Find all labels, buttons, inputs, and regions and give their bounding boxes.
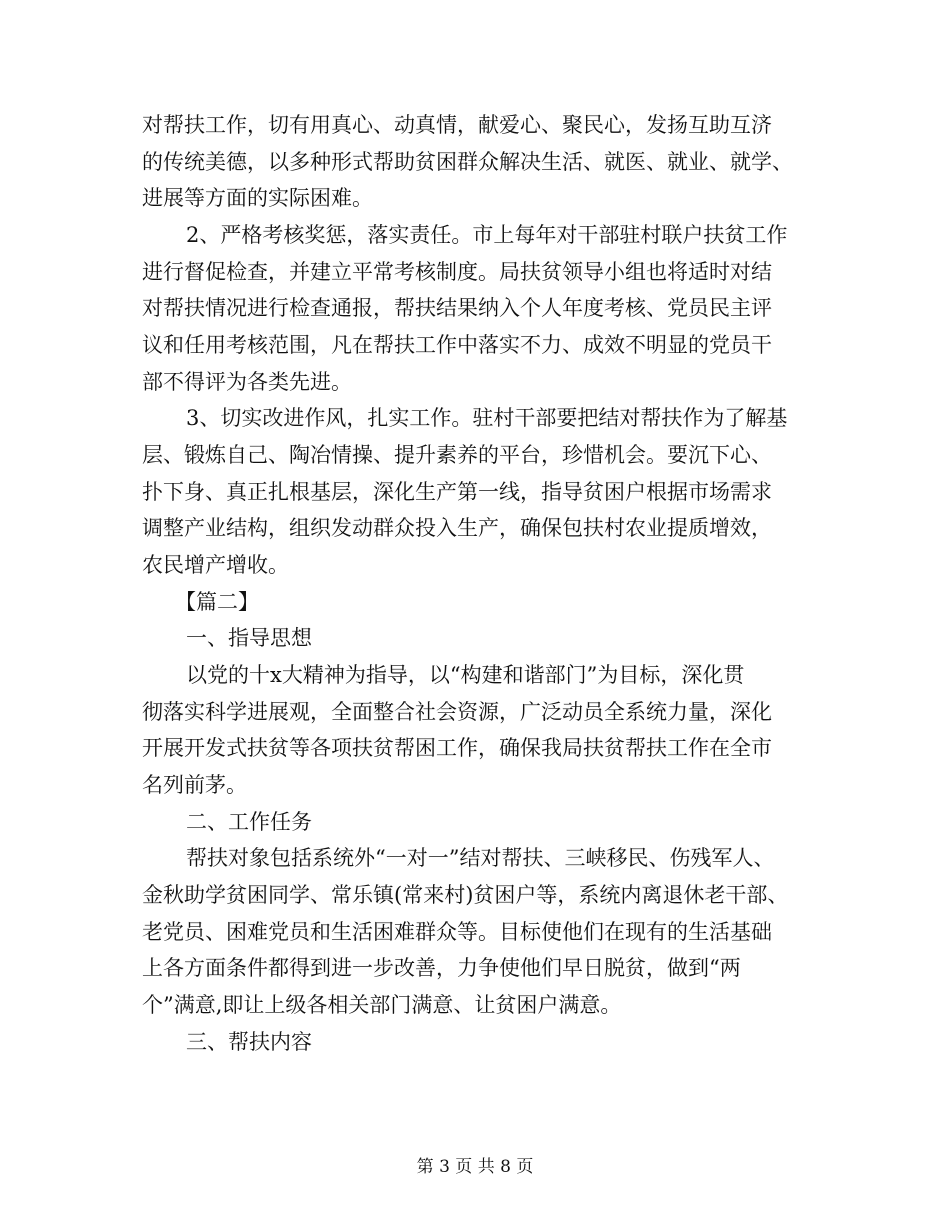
text-line-23: 老党员、困难党员和生活困难群众等。目标使他们在现有的生活基础 (142, 920, 772, 944)
text-line-17: 彻落实科学进展观，全面整合社会资源，广泛动员全系统力量，深化 (142, 700, 772, 724)
text-line-6: 对帮扶情况进行检查通报，帮扶结果纳入个人年度考核、党员民主评 (142, 296, 772, 320)
text-line-11: 扑下身、真正扎根基层，深化生产第一线，指导贫困户根据市场需求 (142, 480, 772, 504)
text-line-2: 的传统美德，以多种形式帮助贫困群众解决生活、就医、就业、就学、 (142, 150, 793, 174)
text-line-21: 帮扶对象包括系统外“一对一”结对帮扶、三峡移民、伤残军人、 (186, 846, 775, 870)
page-number-footer: 第 3 页 共 8 页 (416, 1157, 534, 1177)
heading-work-tasks: 二、工作任务 (186, 810, 312, 834)
text-line-24: 上各方面条件都得到进一步改善，力争使他们早日脱贫，做到“两 (142, 956, 741, 980)
text-line-8: 部不得评为各类先进。 (142, 370, 352, 394)
text-line-3: 进展等方面的实际困难。 (142, 186, 373, 210)
heading-assistance-content: 三、帮扶内容 (186, 1030, 312, 1054)
text-line-25: 个”满意,即让上级各相关部门满意、让贫困户满意。 (142, 993, 622, 1017)
heading-guiding-ideology: 一、指导思想 (186, 626, 312, 650)
text-line-12: 调整产业结构，组织发动群众投入生产，确保包扶村农业提质增效， (142, 516, 772, 540)
text-line-4: 2、严格考核奖惩，落实责任。市上每年对干部驻村联户扶贫工作 (186, 223, 788, 247)
section-heading-pian-er: 【篇二】 (175, 590, 259, 614)
text-line-9: 3、切实改进作风，扎实工作。驻村干部要把结对帮扶作为了解基 (186, 406, 788, 430)
text-line-7: 议和任用考核范围，凡在帮扶工作中落实不力、成效不明显的党员干 (142, 333, 772, 357)
text-line-22: 金秋助学贫困同学、常乐镇(常来村)贫困户等，系统内离退休老干部、 (142, 883, 789, 907)
text-line-10: 层、锻炼自己、陶冶情操、提升素养的平台，珍惜机会。要沉下心、 (142, 443, 772, 467)
text-line-5: 进行督促检查，并建立平常考核制度。局扶贫领导小组也将适时对结 (142, 260, 772, 284)
text-line-18: 开展开发式扶贫等各项扶贫帮困工作，确保我局扶贫帮扶工作在全市 (142, 736, 772, 760)
text-line-1: 对帮扶工作，切有用真心、动真情，献爱心、聚民心，发扬互助互济 (142, 113, 772, 137)
text-line-19: 名列前茅。 (142, 773, 247, 797)
text-line-16: 以党的十x大精神为指导，以“构建和谐部门”为目标，深化贯 (186, 663, 745, 687)
text-line-13: 农民增产增收。 (142, 553, 289, 577)
